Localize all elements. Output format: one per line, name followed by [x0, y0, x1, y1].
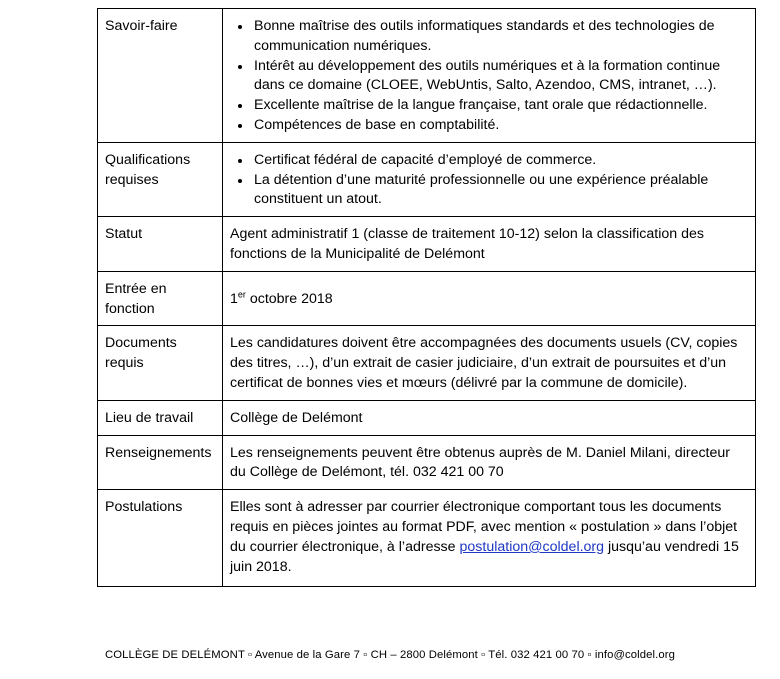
- list-item: • Certificat fédéral de capacité d’employé de commerce.: [252, 151, 748, 171]
- row-label: Documents requis: [98, 326, 223, 400]
- start-month-year: octobre 2018: [245, 290, 333, 307]
- start-day: 1: [230, 290, 238, 307]
- row-label: Entrée en fonction: [98, 271, 223, 326]
- table-row-statut: [98, 217, 756, 272]
- table-row-qualifications: [98, 142, 756, 216]
- list-item: • La détention d’une maturité professionnelle ou une expérience préalable constituent un atout.: [252, 171, 748, 211]
- row-label: Qualifications requises: [98, 142, 223, 216]
- row-label: Statut: [98, 217, 223, 272]
- table-row-documents: [98, 326, 756, 400]
- ordinal-suffix: er: [237, 288, 246, 299]
- row-label: Renseignements: [98, 435, 223, 490]
- row-content: [223, 490, 756, 587]
- email-link[interactable]: postulation@coldel.org: [459, 538, 605, 555]
- row-content: Les candidatures doivent être accompagnées des documents usuels (CV, copies des titres, …), d’un extrait de casier judiciaire, d’un extrait de poursuites et d’un certificat de bonnes vies et mœurs (délivré par la commune de domicile).: [223, 326, 756, 400]
- list-item: • Compétences de base en comptabilité.: [252, 116, 748, 136]
- row-label: Postulations: [98, 490, 223, 587]
- row-content: [223, 271, 756, 326]
- bullet-list: [230, 151, 748, 210]
- row-content: [223, 142, 756, 216]
- row-content: Agent administratif 1 (classe de traitement 10-12) selon la classification des fonctions de la Municipalité de Delémont: [223, 217, 756, 272]
- row-label: Lieu de travail: [98, 400, 223, 435]
- postulation-text-after: jusqu’au vendredi 15 juin 2018.: [230, 538, 739, 575]
- bullet-list: [230, 17, 748, 136]
- table-row-postulations: [98, 490, 756, 587]
- page-footer: COLLÈGE DE DELÉMONT ▫ Avenue de la Gare 7 ▫ CH – 2800 Delémont ▫ Tél. 032 421 00 70 ▫ info@coldel.org: [104, 649, 676, 661]
- list-item: • Bonne maîtrise des outils informatiques standards et des technologies de communication numériques.: [252, 17, 748, 57]
- row-label: Savoir-faire: [98, 9, 223, 143]
- row-content: Collège de Delémont: [223, 400, 756, 435]
- table-row-renseignements: [98, 435, 756, 490]
- table-row-lieu: [98, 400, 756, 435]
- job-details-table: [97, 8, 756, 587]
- row-content: [223, 9, 756, 143]
- postulation-text-before: Elles sont à adresser par courrier électronique comportant tous les documents requis en pièces jointes au format PDF, avec mention « postulation » dans l’objet du courrier électronique, à l’adresse: [230, 499, 738, 555]
- row-content: Les renseignements peuvent être obtenus auprès de M. Daniel Milani, directeur du Collège de Delémont, tél. 032 421 00 70: [223, 435, 756, 490]
- list-item: • Intérêt au développement des outils numériques et à la formation continue dans ce domaine (CLOEE, WebUntis, Salto, Azendoo, CMS, intranet, …).: [252, 57, 748, 97]
- list-item: • Excellente maîtrise de la langue française, tant orale que rédactionnelle.: [252, 96, 748, 116]
- table-row-entree: [98, 271, 756, 326]
- table-row-savoir-faire: [98, 9, 756, 143]
